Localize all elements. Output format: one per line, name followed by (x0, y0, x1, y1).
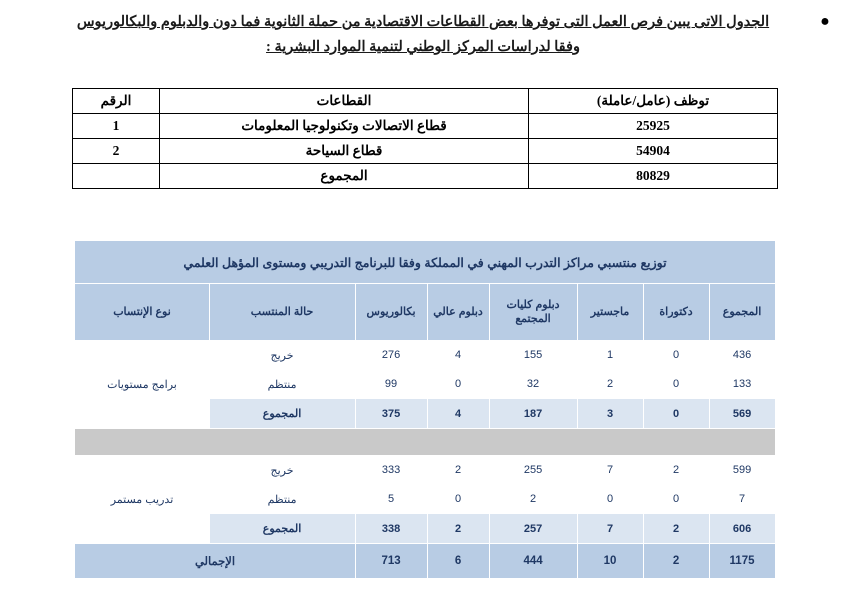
cell-status: خريج (209, 341, 355, 370)
cell-community-diploma: 255 (489, 456, 577, 485)
cell-bachelor: 276 (355, 341, 427, 370)
cell-community-diploma: 155 (489, 341, 577, 370)
header-jobs: توظف (عامل/عاملة) (529, 89, 778, 114)
cell-high-diploma: 6 (427, 544, 489, 579)
sectors-table-container (0, 88, 850, 189)
cell-bachelor: 338 (355, 514, 427, 544)
cell-status: منتظم (209, 485, 355, 514)
cell-master: 10 (577, 544, 643, 579)
cell-status: خريج (209, 456, 355, 485)
cell-sector: قطاع الاتصالات وتكنولوجيا المعلومات (160, 114, 529, 139)
cell-total-num (73, 164, 160, 189)
table-header-row (73, 89, 778, 114)
cell-total: 606 (709, 514, 775, 544)
cell-total: 436 (709, 341, 775, 370)
cell-doctorate: 2 (643, 544, 709, 579)
cell-community-diploma: 187 (489, 399, 577, 429)
cell-high-diploma: 0 (427, 370, 489, 399)
cell-total: 1175 (709, 544, 775, 579)
cell-total: 599 (709, 456, 775, 485)
cell-bachelor: 375 (355, 399, 427, 429)
training-table-title-row (75, 241, 775, 284)
cell-high-diploma: 0 (427, 485, 489, 514)
header-status: حالة المنتسب (209, 284, 355, 341)
cell-high-diploma: 2 (427, 456, 489, 485)
cell-high-diploma: 2 (427, 514, 489, 544)
header-bachelor: بكالوريوس (355, 284, 427, 341)
cell-bachelor: 99 (355, 370, 427, 399)
cell-bachelor: 713 (355, 544, 427, 579)
cell-group-label: تدريب مستمر (75, 456, 209, 544)
cell-master: 0 (577, 485, 643, 514)
bullet-icon: ● (820, 13, 830, 30)
cell-doctorate: 2 (643, 514, 709, 544)
header-high-diploma: دبلوم عالي (427, 284, 489, 341)
cell-community-diploma: 2 (489, 485, 577, 514)
cell-master: 3 (577, 399, 643, 429)
cell-jobs: 54904 (529, 139, 778, 164)
table-row (75, 341, 775, 370)
intro-line-2: وفقا لدراسات المركز الوطني لتنمية الموارد البشرية : (266, 39, 580, 55)
cell-master: 7 (577, 514, 643, 544)
cell-sector: قطاع السياحة (160, 139, 529, 164)
sectors-table (72, 88, 778, 189)
cell-doctorate: 0 (643, 399, 709, 429)
header-master: ماجستير (577, 284, 643, 341)
header-sector: القطاعات (160, 89, 529, 114)
cell-num: 2 (73, 139, 160, 164)
header-type: نوع الإنتساب (75, 284, 209, 341)
cell-jobs: 25925 (529, 114, 778, 139)
cell-master: 7 (577, 456, 643, 485)
header-community-diploma: دبلوم كليات المجتمع (489, 284, 577, 341)
training-table-container (0, 240, 850, 579)
table-row (73, 114, 778, 139)
cell-total-jobs: 80829 (529, 164, 778, 189)
cell-master: 1 (577, 341, 643, 370)
training-table-header-row (75, 284, 775, 341)
cell-bachelor: 5 (355, 485, 427, 514)
training-table (74, 240, 775, 579)
header-num: الرقم (73, 89, 160, 114)
table-total-row (73, 164, 778, 189)
cell-group-label: برامج مستويات (75, 341, 209, 429)
cell-community-diploma: 257 (489, 514, 577, 544)
cell-doctorate: 0 (643, 370, 709, 399)
table-row (75, 456, 775, 485)
table-spacer-row (75, 429, 775, 456)
cell-num: 1 (73, 114, 160, 139)
cell-community-diploma: 32 (489, 370, 577, 399)
intro-line-1: الجدول الاتى يبين فرص العمل التى توفرها بعض القطاعات الاقتصادية من حملة الثانوية فما دون والدبلوم والبكالوريوس (76, 14, 770, 30)
cell-master: 2 (577, 370, 643, 399)
cell-grand-total-label: الإجمالي (75, 544, 355, 579)
intro-paragraph (32, 10, 832, 60)
cell-total: 569 (709, 399, 775, 429)
cell-doctorate: 0 (643, 485, 709, 514)
intro-text (32, 10, 818, 60)
cell-total-label: المجموع (160, 164, 529, 189)
cell-doctorate: 2 (643, 456, 709, 485)
cell-status: المجموع (209, 399, 355, 429)
cell-high-diploma: 4 (427, 399, 489, 429)
table-row (73, 139, 778, 164)
cell-status: منتظم (209, 370, 355, 399)
cell-total: 133 (709, 370, 775, 399)
training-table-title: توزيع منتسبي مراكز التدرب المهني في المملكة وفقا للبرنامج التدريبي ومستوى المؤهل العلمي (75, 241, 775, 284)
cell-total: 7 (709, 485, 775, 514)
header-doctorate: دكتوراة (643, 284, 709, 341)
cell-bachelor: 333 (355, 456, 427, 485)
header-total: المجموع (709, 284, 775, 341)
table-grand-total-row (75, 544, 775, 579)
cell-doctorate: 0 (643, 341, 709, 370)
cell-community-diploma: 444 (489, 544, 577, 579)
cell-high-diploma: 4 (427, 341, 489, 370)
cell-status: المجموع (209, 514, 355, 544)
spacer-cell (75, 429, 775, 456)
